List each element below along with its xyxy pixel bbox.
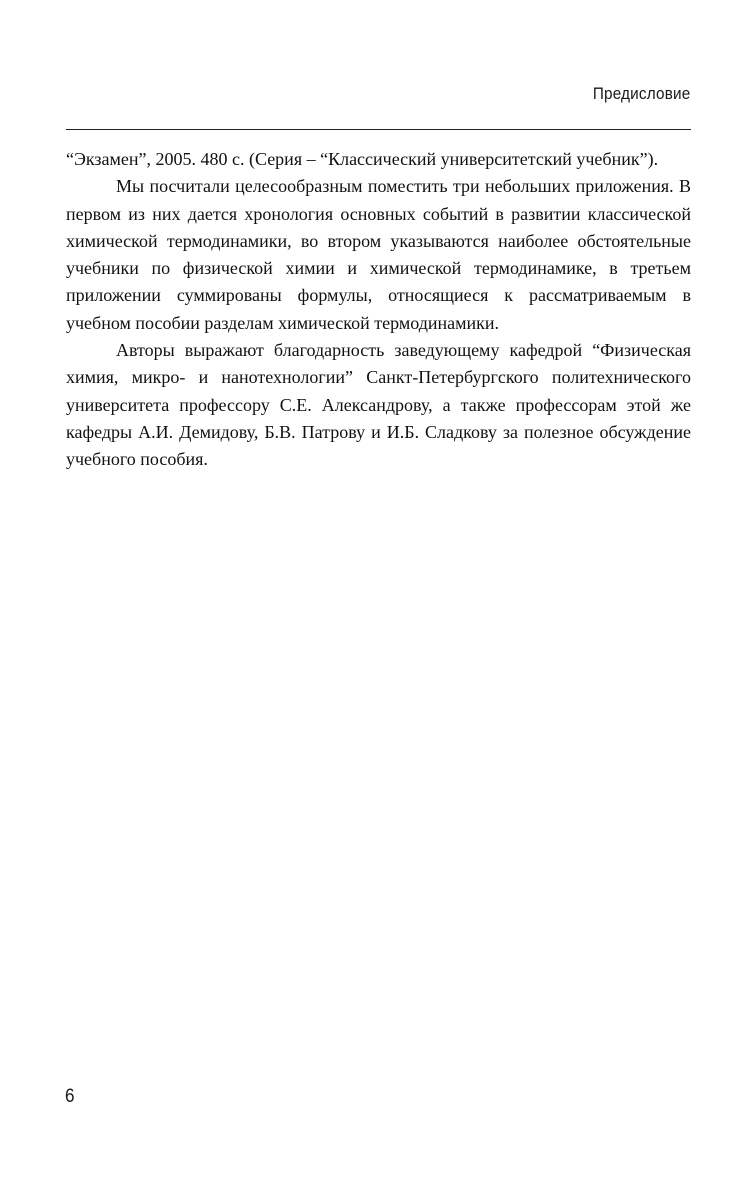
running-head-title: Предисловие [592,84,690,103]
paragraph-continuation: “Экзамен”, 2005. 480 с. (Серия – “Классический университетский учебник”). [66,149,659,169]
paragraph-appendices: Мы посчитали целесообразным поместить три небольших приложения. В первом из них дается хронология основных событий в развитии классической химической термодинамики, во втором указываются наиболее обстоятельные учебники по физической химии и химической термодинамике, в третьем приложении суммированы формулы, относящиеся к рассматриваемым в учебном пособии разделам химической термодинамики. [66,176,691,333]
page-body-text [66,146,691,474]
page-number: 6 [65,1086,75,1107]
header-divider [66,129,691,130]
paragraph-acknowledgements: Авторы выражают благодарность заведующему кафедрой “Физическая химия, микро- и нанотехнологии” Санкт-Петербургского политехнического университета профессору С.Е. Александрову, а также профессорам этой же кафедры А.И. Демидову, Б.В. Патрову и И.Б. Сладкову за полезное обсуждение учебного пособия. [66,340,691,470]
